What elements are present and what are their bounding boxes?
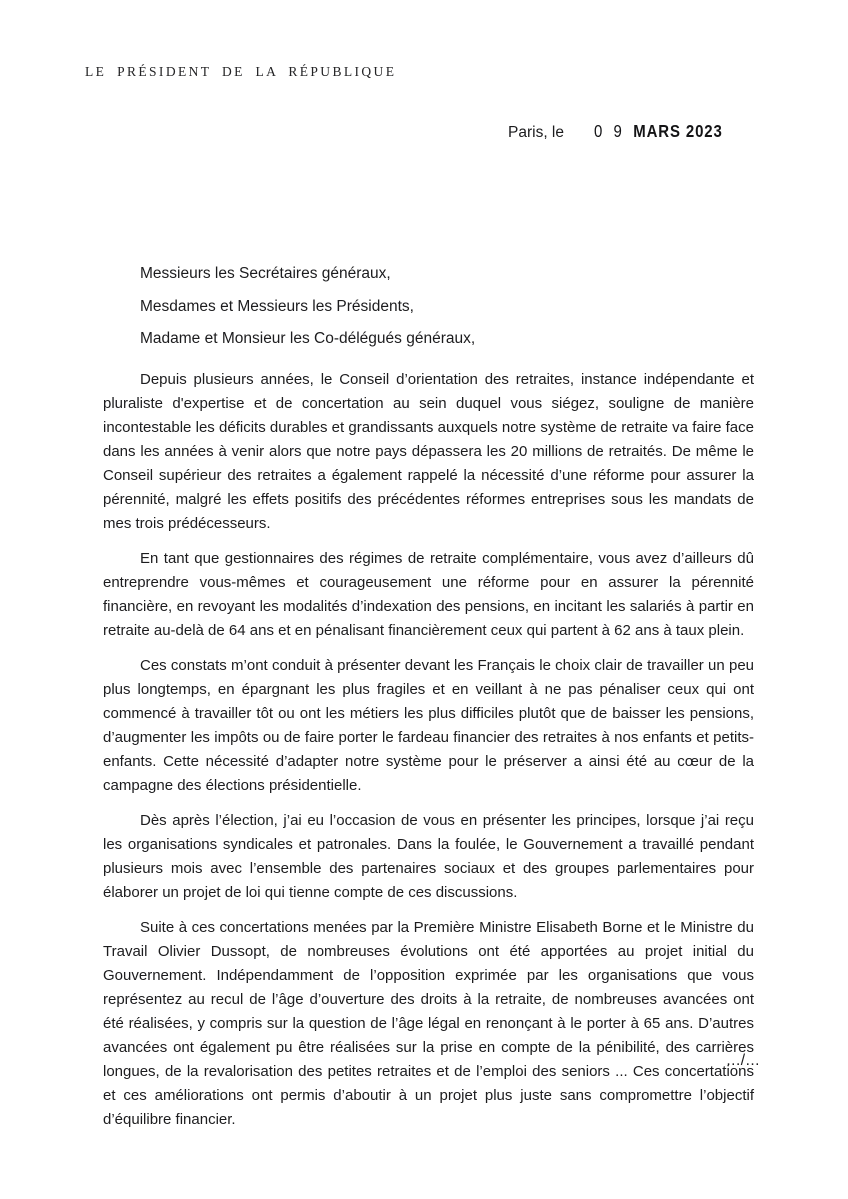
paragraph: Suite à ces concertations menées par la Première Ministre Elisabeth Borne et le Ministre du Travail Olivier Dussopt, de nombreuses évolutions ont été apportées au projet initial du Gouvernement. Indépendamment de l’opposition exprimée par les organisations que vous représentez au recul de l’âge d’ouverture des droits à la retraite, de nombreuses avancées ont été réalisées, y compris sur la question de l’âge légal en renonçant à le porter à 65 ans. D’autres avancées ont également pu être réalisées sur la prise en compte de la pénibilité, des carrières longues, de la revalorisation des petites retraites et de l’emploi des seniors ... Ces concertations et ces améliorations ont permis d’aboutir à un projet plus juste sans compromettre l’objectif d’équilibre financier. <box>103 919 754 1128</box>
paragraph: Ces constats m’ont conduit à présenter devant les Français le choix clair de travailler un peu plus longtemps, en épargnant les plus fragiles et en veillant à ne pas pénaliser ceux qui ont commencé à travailler tôt ou ont les métiers les plus difficiles plutôt que de baisser les pensions, d’augmenter les impôts ou de faire porter le fardeau financier des retraites à nos enfants et petits-enfants. Cette nécessité d’adapter notre système pour le préserver a ainsi été au cœur de la campagne des élections présidentielle. <box>103 657 754 794</box>
date-stamp-day: 0 9 <box>594 121 626 141</box>
date-stamp-month-year: MARS 2023 <box>633 121 723 141</box>
salutation-line: Madame et Monsieur les Co-délégués généraux, <box>140 330 476 347</box>
letter-body <box>103 368 754 1143</box>
salutation-line: Mesdames et Messieurs les Présidents, <box>140 297 414 315</box>
paragraph: Dès après l’élection, j’ai eu l’occasion de vous en présenter les principes, lorsque j’ai reçu les organisations syndicales et patronales. Dans la foulée, le Gouvernement a travaillé pendant plusieurs mois avec l’ensemble des partenaires sociaux et des groupes parlementaires pour élaborer un projet de loi qui tienne compte de ces discussions. <box>103 812 754 901</box>
salutation-line: Messieurs les Secrétaires généraux, <box>140 265 391 282</box>
dateline-place: Paris, le <box>508 124 564 141</box>
continuation-mark: .../... <box>726 1052 760 1069</box>
paragraph: Depuis plusieurs années, le Conseil d’orientation des retraites, instance indépendante et pluraliste d'expertise et de concertation au sein duquel vous siégez, souligne de manière incontestable les déficits durables et grandissants auxquels notre système de retraite va faire face dans les années à venir alors que notre pays dépassera les 20 millions de retraités. De même le Conseil supérieur des retraites a également rappelé la nécessité d’une réforme pour assurer la pérennité, malgré les effets positifs des précédentes réformes entreprises sous les mandats de mes trois prédécesseurs. <box>103 371 754 532</box>
paragraph: En tant que gestionnaires des régimes de retraite complémentaire, vous avez d’ailleurs dû entreprendre vous-mêmes et courageusement une réforme pour en assurer la pérennité financière, en revoyant les modalités d’indexation des pensions, en incitant les salariés à partir en retraite au-delà de 64 ans et en pénalisant financièrement ceux qui partent à 62 ans à taux plein. <box>103 550 754 639</box>
dateline <box>508 122 740 142</box>
letterhead-title: LE PRÉSIDENT DE LA RÉPUBLIQUE <box>85 64 397 79</box>
salutations <box>140 258 475 356</box>
date-stamp <box>594 121 723 142</box>
